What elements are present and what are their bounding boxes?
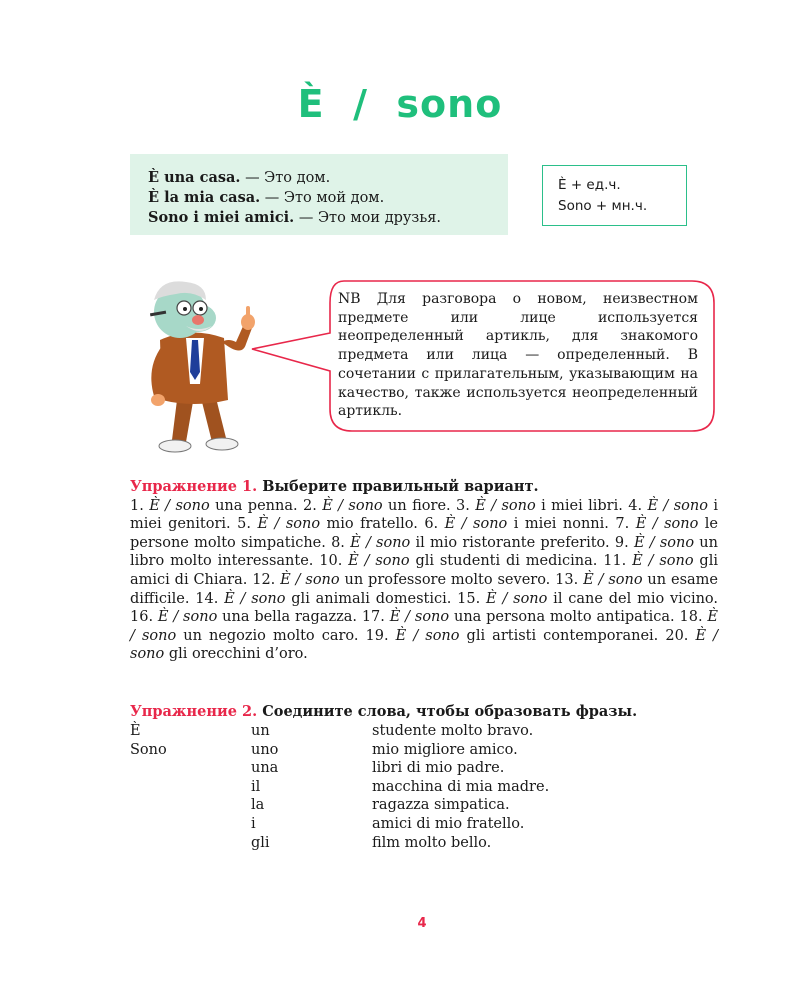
rule-line: Sono + мн.ч.: [558, 198, 648, 214]
choice-option: È / sono: [149, 497, 210, 514]
choice-option: È / sono: [389, 609, 450, 626]
choice-option: È / sono: [635, 516, 699, 533]
phrase-cell: macchina di mia madre.: [372, 778, 550, 795]
exercise-2-column-articles: [251, 722, 278, 852]
article-cell: uno: [251, 741, 279, 758]
exercise-item: 2. È / sono un fiore.: [302, 497, 457, 514]
choice-option: È / sono: [280, 571, 340, 588]
exercise-item: 3. È / sono i miei libri.: [456, 497, 629, 514]
nb-note: NB Для разговора о новом, неизвестном предмете или лице используется неопределенный артикль, для знакомого предмета или лица — определенный. В сочетании с прилагательным, указывающим на качество, также используется неопределенный артикль.: [338, 291, 698, 420]
phrase-cell: libri di mio padre.: [372, 760, 505, 777]
choice-option: È / sono: [130, 627, 718, 663]
exercise-2-instruction: Соедините слова, чтобы образовать фразы.: [262, 703, 638, 720]
exercise-item: 12. È / sono un professore molto severo.: [252, 571, 556, 588]
phrase-cell: amici di mio fratello.: [372, 815, 525, 832]
exercise-item: 8. È / sono il mio ristorante preferito.: [331, 534, 615, 551]
article-cell: una: [251, 760, 279, 777]
phrase-cell: studente molto bravo.: [372, 723, 534, 739]
choice-option: È / sono: [632, 553, 694, 570]
exercise-item: 20. È / sono gli orecchini d’oro.: [130, 627, 718, 663]
example-line: È la mia casa. — Это мой дом.: [148, 189, 385, 206]
choice-option: È / sono: [475, 497, 536, 514]
example-line: È una casa. — Это дом.: [148, 169, 331, 186]
exercise-item: 17. È / sono una persona molto antipatica.: [361, 609, 680, 626]
choice-option: È / sono: [583, 571, 643, 588]
choice-option: È / sono: [322, 497, 383, 514]
rule-box: [542, 165, 687, 226]
exercise-1-label: Упражнение 1.: [130, 478, 258, 495]
exercise-item: 18. È / sono un negozio molto caro.: [130, 609, 719, 644]
choice-option: È / sono: [348, 553, 410, 570]
verb-cell: È: [130, 723, 141, 739]
exercise-2-column-verbs: [130, 722, 167, 759]
exercise-1-instruction: Выберите правильный вариант.: [262, 478, 539, 495]
choice-option: È / sono: [395, 627, 460, 644]
exercise-item: 4. È / sono i miei genitori.: [130, 497, 718, 533]
choice-option: È / sono: [257, 516, 321, 533]
exercise-item: 15. È / sono il cane del mio vicino.: [457, 590, 718, 607]
article-cell: i: [251, 815, 256, 832]
choice-option: È / sono: [157, 609, 218, 626]
choice-option: È / sono: [633, 534, 695, 551]
choice-option: È / sono: [486, 590, 548, 607]
article-cell: il: [251, 778, 261, 795]
choice-option: È / sono: [350, 534, 411, 551]
exercise-2-column-phrases: [372, 722, 549, 852]
choice-option: È / sono: [647, 497, 708, 514]
exercise-item: 13. È / sono un esame difficile.: [130, 571, 718, 607]
exercise-item: 16. È / sono una bella ragazza.: [130, 609, 362, 626]
choice-option: È / sono: [224, 590, 286, 607]
article-cell: la: [251, 797, 265, 814]
exercise-item: 11. È / sono gli amici di Chiara.: [130, 553, 718, 588]
exercise-item: 14. È / sono gli animali domestici.: [195, 590, 458, 607]
exercise-item: 10. È / sono gli studenti di medicina.: [319, 553, 604, 570]
example-box: [130, 154, 508, 235]
exercise-item: 1. È / sono una penna.: [130, 497, 303, 514]
exercise-item: 9. È / sono un libro molto interessante.: [130, 534, 718, 570]
exercise-1-items: [130, 498, 718, 663]
exercise-item: 7. È / sono le persone molto simpatiche.: [130, 516, 719, 551]
rule-line: È + ед.ч.: [558, 177, 621, 193]
page-title: È / sono: [297, 82, 503, 126]
choice-option: È / sono: [130, 609, 719, 644]
exercise-2-label: Упражнение 2.: [130, 703, 258, 720]
exercise-item: 6. È / sono i miei nonni.: [424, 516, 616, 533]
verb-cell: Sono: [130, 741, 167, 758]
exercise-item: 19. È / sono gli artisti contemporanei.: [365, 627, 666, 644]
page-number: 4: [417, 916, 427, 931]
phrase-cell: mio migliore amico.: [372, 741, 518, 758]
article-cell: gli: [251, 834, 270, 851]
choice-option: È / sono: [444, 516, 508, 533]
example-line: Sono i miei amici. — Это мои друзья.: [148, 209, 441, 226]
exercise-2-heading: [130, 703, 718, 722]
exercise-1: [130, 478, 718, 664]
phrase-cell: ragazza simpatica.: [372, 797, 510, 814]
exercise-item: 5. È / sono mio fratello.: [237, 516, 425, 533]
phrase-cell: film molto bello.: [372, 834, 492, 851]
article-cell: un: [251, 723, 270, 739]
